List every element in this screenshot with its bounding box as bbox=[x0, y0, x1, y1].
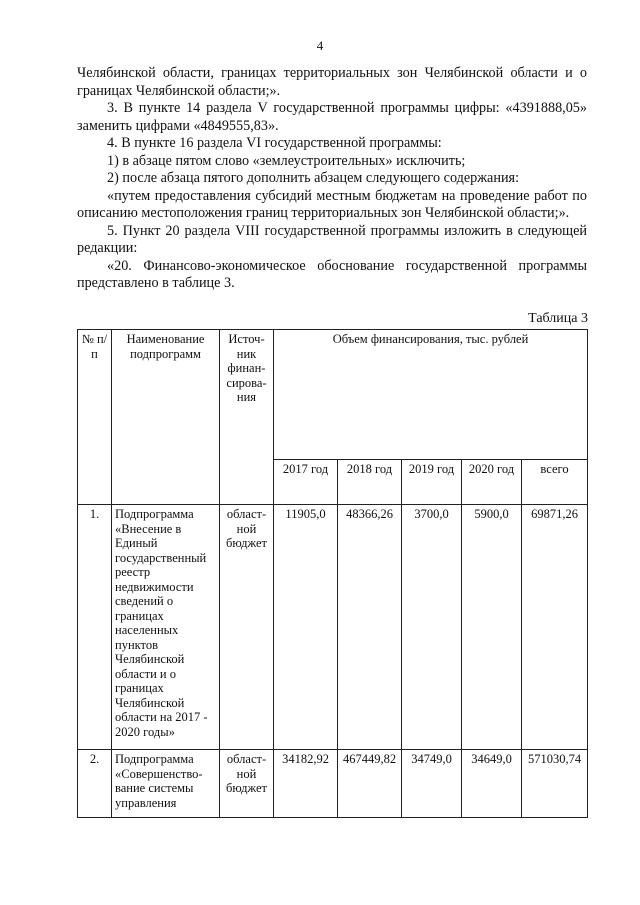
row-value: 34749,0 bbox=[402, 750, 462, 818]
table-row bbox=[78, 505, 588, 750]
header-funding: Объем финансирования, тыс. рублей bbox=[274, 330, 588, 460]
header-name: Наименование подпрограмм bbox=[112, 330, 220, 505]
table-caption: Таблица 3 bbox=[528, 311, 588, 326]
row-value: 467449,82 bbox=[338, 750, 402, 818]
row-value: 34182,92 bbox=[274, 750, 338, 818]
header-year: 2017 год bbox=[274, 460, 338, 505]
paragraph: 3. В пункте 14 раздела V государственной программы цифры: «4391888,05» заменить цифрами «4849555,83». bbox=[77, 100, 587, 134]
paragraph: Челябинской области, границах территориальных зон Челябинской области и о границах Челябинской области;». bbox=[77, 65, 587, 99]
row-source: област-ной бюджет bbox=[220, 505, 274, 750]
header-total: всего bbox=[522, 460, 588, 505]
row-value: 3700,0 bbox=[402, 505, 462, 750]
paragraph: «20. Финансово-экономическое обоснование государственной программы представлено в таблице 3. bbox=[77, 257, 587, 291]
table-row bbox=[78, 750, 588, 818]
paragraph: «путем предоставления субсидий местным бюджетам на проведение работ по описанию местоположения границ территориальных зон Челябинской области;». bbox=[77, 187, 587, 221]
row-name: Подпрограмма «Внесение в Единый государственный реестр недвижимости сведений о границах населенных пунктов Челябинской области и о границах Челябинской области на 2017 - 2020 годы» bbox=[112, 505, 220, 750]
financing-table bbox=[77, 329, 588, 818]
header-year: 2019 год bbox=[402, 460, 462, 505]
row-name: Подпрограмма «Совершенство-вание системы управления bbox=[112, 750, 220, 818]
paragraph: 5. Пункт 20 раздела VIII государственной программы изложить в следующей редакции: bbox=[77, 222, 587, 256]
paragraph: 2) после абзаца пятого дополнить абзацем следующего содержания: bbox=[107, 170, 520, 186]
row-value: 34649,0 bbox=[462, 750, 522, 818]
row-total: 69871,26 bbox=[522, 505, 588, 750]
row-value: 11905,0 bbox=[274, 505, 338, 750]
header-num: № п/п bbox=[78, 330, 112, 505]
paragraph: 4. В пункте 16 раздела VI государственной программы: bbox=[107, 135, 442, 151]
header-year: 2020 год bbox=[462, 460, 522, 505]
header-source: Источ-ник финан-сирова-ния bbox=[220, 330, 274, 505]
header-year: 2018 год bbox=[338, 460, 402, 505]
row-value: 5900,0 bbox=[462, 505, 522, 750]
row-value: 48366,26 bbox=[338, 505, 402, 750]
row-total: 571030,74 bbox=[522, 750, 588, 818]
row-num: 1. bbox=[78, 505, 112, 750]
body-text bbox=[77, 65, 587, 293]
row-num: 2. bbox=[78, 750, 112, 818]
paragraph: 1) в абзаце пятом слово «землеустроительных» исключить; bbox=[107, 152, 466, 169]
page-number: 4 bbox=[316, 38, 324, 53]
row-source: област-ной бюджет bbox=[220, 750, 274, 818]
